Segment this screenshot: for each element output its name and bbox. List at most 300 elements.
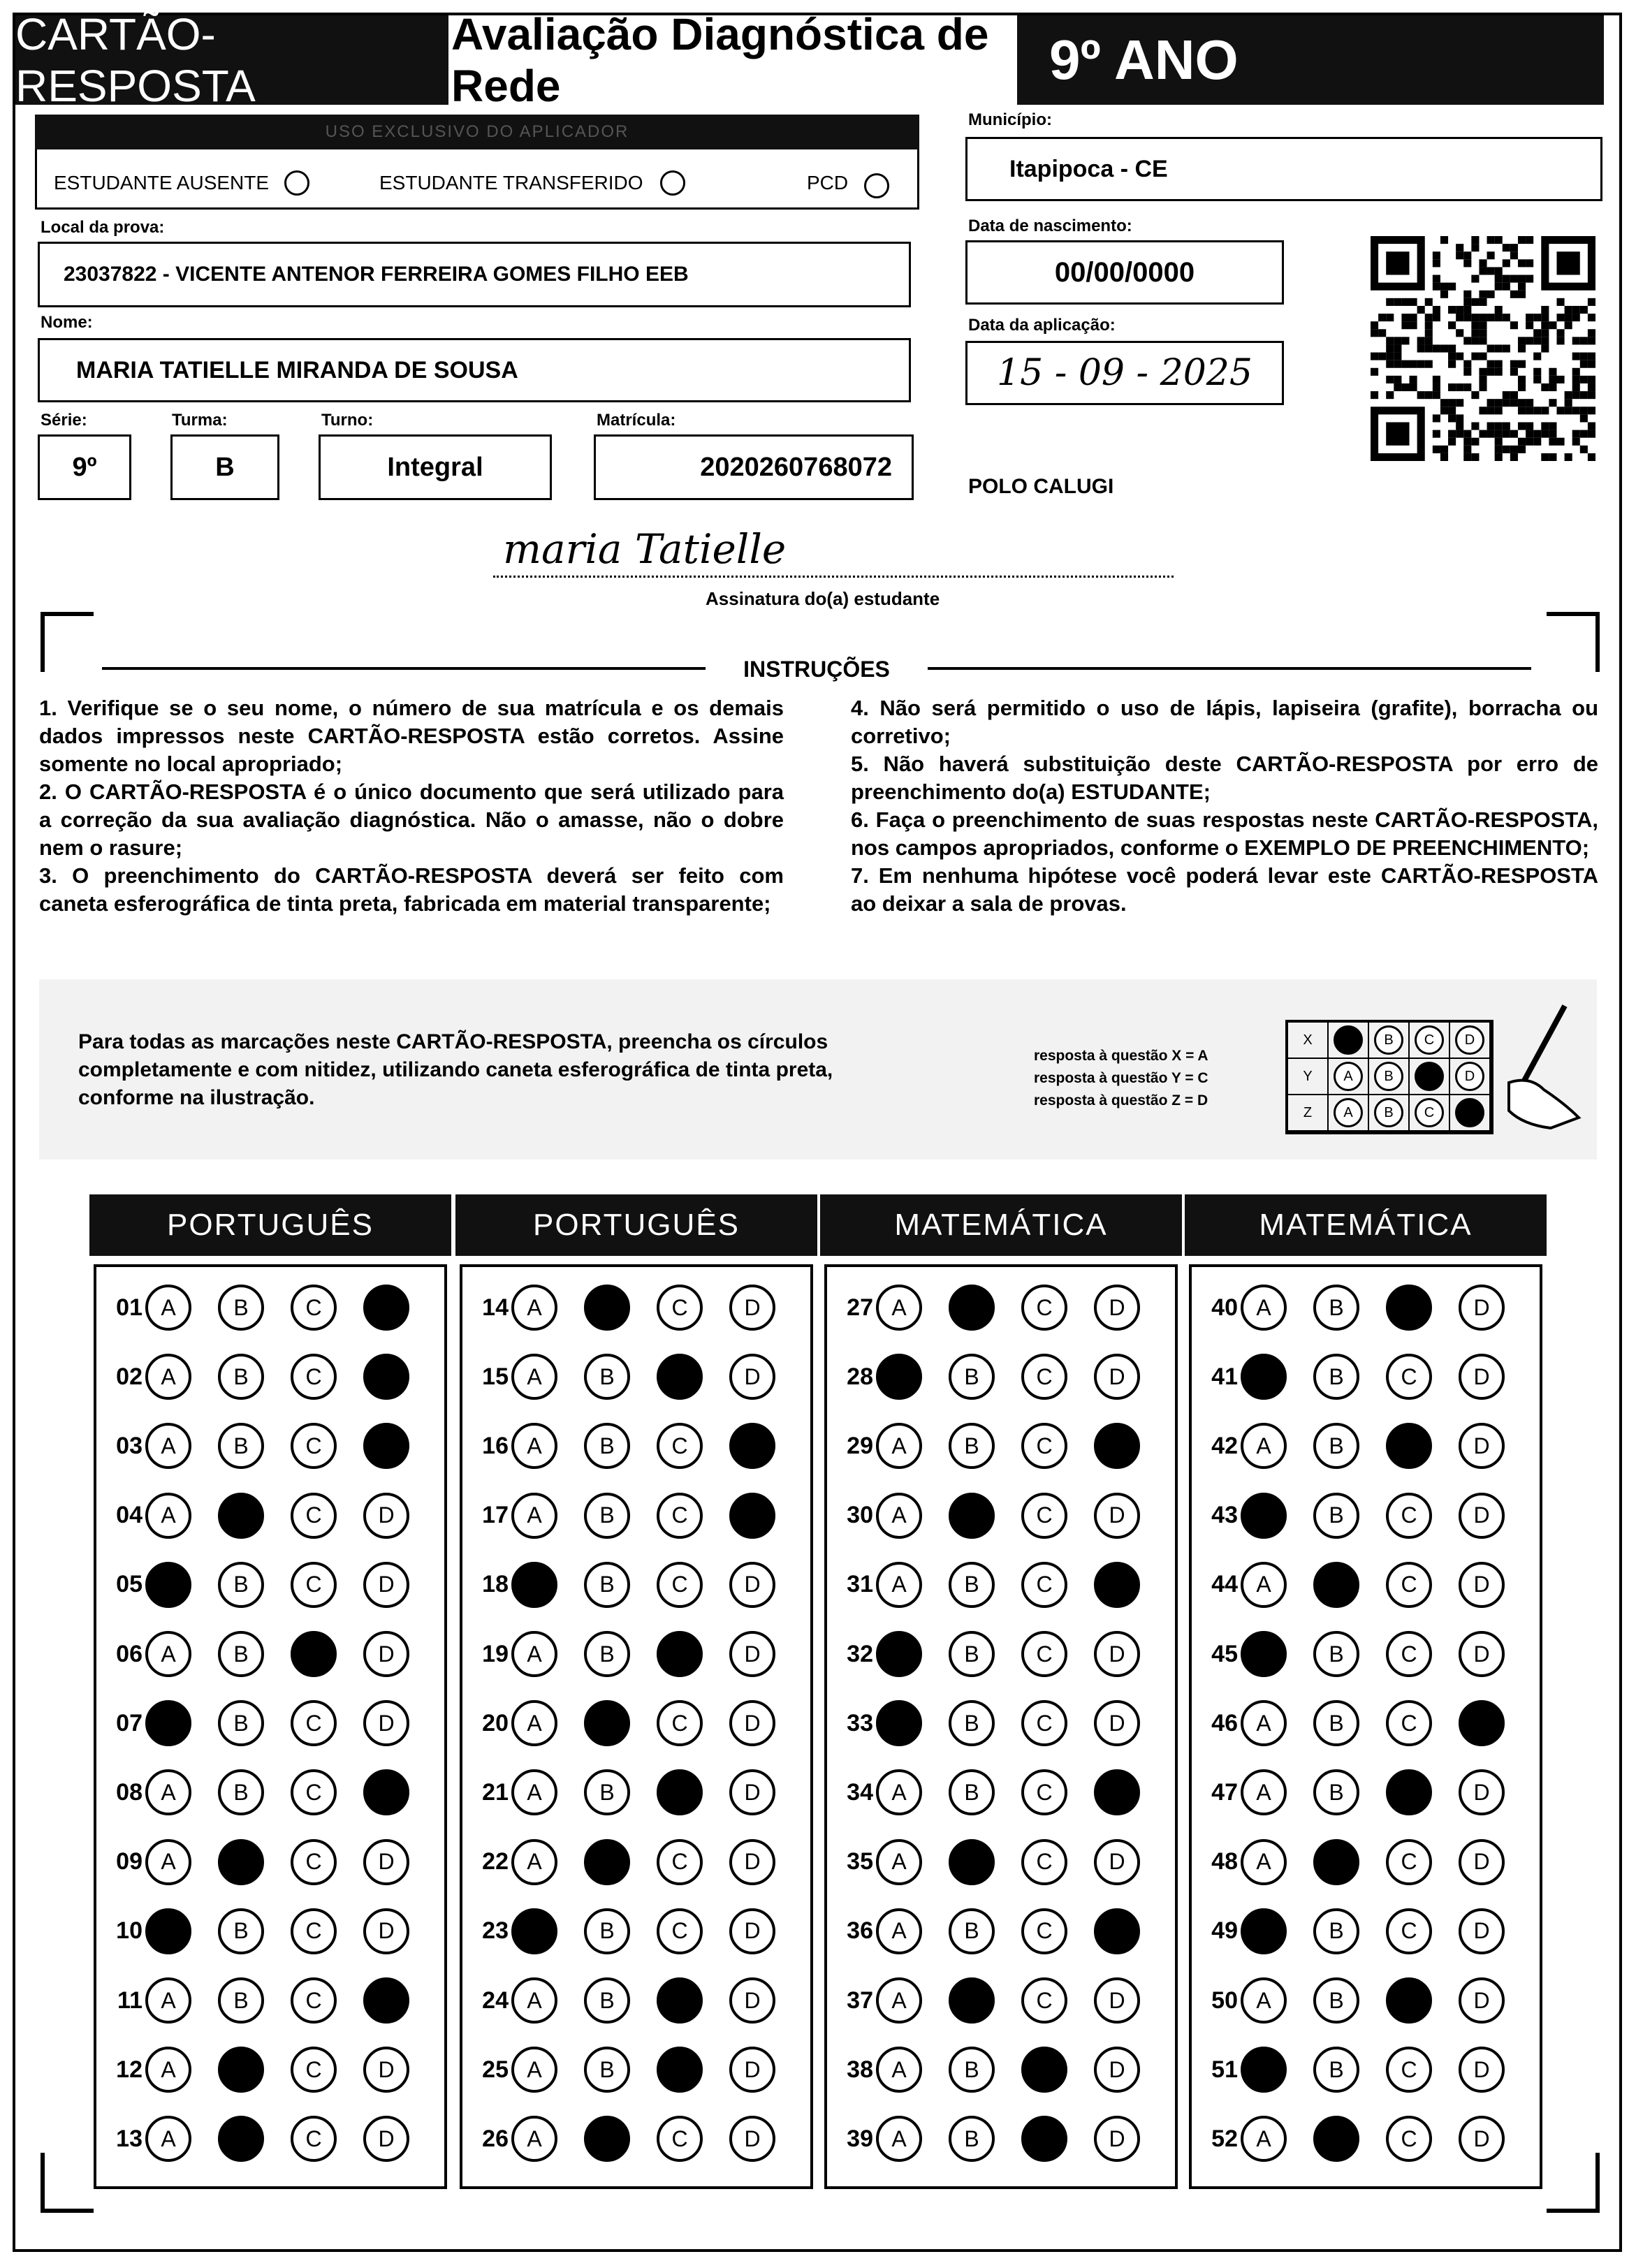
answer-bubble-d[interactable]: D <box>1094 1285 1140 1331</box>
answer-bubble-c[interactable]: C <box>291 1493 337 1539</box>
answer-bubble-a[interactable] <box>1241 1908 1287 1954</box>
answer-bubble-b[interactable] <box>1313 2116 1359 2162</box>
answer-bubble-d[interactable]: D <box>363 1562 409 1608</box>
answer-bubble-d[interactable]: D <box>1094 1354 1140 1400</box>
question-number: 07 <box>116 1709 143 1736</box>
answer-bubble-c[interactable]: C <box>1386 1700 1432 1746</box>
answer-bubble-c[interactable]: C <box>1386 1493 1432 1539</box>
answer-bubble-c[interactable]: C <box>657 1423 703 1469</box>
answer-bubble-d[interactable]: D <box>1459 1839 1505 1885</box>
transferred-label: ESTUDANTE TRANSFERIDO <box>379 172 643 193</box>
answer-bubble-b[interactable]: B <box>949 2116 995 2162</box>
question-number: 09 <box>116 1848 143 1875</box>
answer-bubble-b[interactable] <box>584 1700 630 1746</box>
legend-y: resposta à questão Y = C <box>1034 1070 1208 1086</box>
pcd-label: PCD <box>807 172 849 193</box>
answer-bubble-c[interactable]: C <box>657 1493 703 1539</box>
answer-bubble-c[interactable]: C <box>291 1700 337 1746</box>
legend-x: resposta à questão X = A <box>1034 1048 1208 1064</box>
answer-bubble-b[interactable]: B <box>584 1631 630 1677</box>
answer-bubble-d[interactable]: D <box>1459 1285 1505 1331</box>
answer-bubble-d[interactable]: D <box>1459 1977 1505 2024</box>
answer-bubble-a[interactable] <box>876 1354 922 1400</box>
answer-bubble-a[interactable] <box>511 1562 557 1608</box>
question-row <box>833 2111 1167 2167</box>
answer-bubble-b[interactable]: B <box>1313 1354 1359 1400</box>
answer-bubble-c[interactable] <box>291 1631 337 1677</box>
answer-bubble-d[interactable]: D <box>363 1700 409 1746</box>
example-bubble: B <box>1374 1098 1403 1127</box>
answer-bubble-a[interactable]: A <box>1241 1977 1287 2024</box>
question-number: 28 <box>847 1363 873 1390</box>
answer-bubble-b[interactable]: B <box>1313 1631 1359 1677</box>
answer-bubble-a[interactable]: A <box>511 2116 557 2162</box>
answer-bubble-b[interactable] <box>218 2116 264 2162</box>
example-cell <box>1369 1023 1410 1059</box>
answer-bubble-b[interactable] <box>1313 1562 1359 1608</box>
answer-bubble-b[interactable] <box>218 1493 264 1539</box>
answer-bubble-d[interactable]: D <box>1459 1354 1505 1400</box>
answer-bubble-d[interactable]: D <box>1094 1700 1140 1746</box>
answer-bubble-d[interactable]: D <box>1094 1631 1140 1677</box>
answer-bubble-a[interactable]: A <box>511 1839 557 1885</box>
question-row <box>102 1695 436 1751</box>
answer-bubble-c[interactable]: C <box>1386 1562 1432 1608</box>
answer-bubble-c[interactable]: C <box>291 1423 337 1469</box>
instruction-2: 2. O CARTÃO-RESPOSTA é o único documento que será utilizado para a correção da sua avaliação diagnóstica. Não o amasse, não o dobre nem o rasure; <box>39 780 784 860</box>
answer-bubble-b[interactable]: B <box>949 1354 995 1400</box>
answer-bubble-c[interactable] <box>657 1769 703 1815</box>
answer-bubble-b[interactable]: B <box>584 1423 630 1469</box>
question-number: 10 <box>116 1917 143 1945</box>
municipio-field <box>965 137 1602 201</box>
question-row <box>1197 1418 1531 1474</box>
question-row <box>468 1626 802 1682</box>
answer-bubble-d[interactable]: D <box>1459 1769 1505 1815</box>
question-row <box>468 1695 802 1751</box>
answer-bubble-c[interactable]: C <box>291 1908 337 1954</box>
answer-bubble-c[interactable] <box>1021 2047 1067 2093</box>
answer-bubble-b[interactable]: B <box>1313 1493 1359 1539</box>
answer-bubble-b[interactable]: B <box>584 1977 630 2024</box>
aplicacao-value: 15 - 09 - 2025 <box>997 352 1252 394</box>
answer-bubble-b[interactable] <box>584 1839 630 1885</box>
question-number: 27 <box>847 1294 873 1321</box>
matricula-label: Matrícula: <box>597 411 676 430</box>
question-number: 31 <box>847 1571 873 1598</box>
answer-bubble-c[interactable]: C <box>1021 1493 1067 1539</box>
turno-field <box>319 434 552 500</box>
legend-z: resposta à questão Z = D <box>1034 1092 1208 1109</box>
question-row <box>1197 1349 1531 1405</box>
answer-bubble-c[interactable]: C <box>291 1562 337 1608</box>
nascimento-label: Data de nascimento: <box>968 217 1132 235</box>
answer-bubble-a[interactable] <box>145 1562 191 1608</box>
question-row <box>102 1834 436 1890</box>
answer-bubble-a[interactable]: A <box>145 2047 191 2093</box>
answer-bubble-b[interactable]: B <box>584 1908 630 1954</box>
question-row <box>833 1834 1167 1890</box>
answer-bubble-d[interactable]: D <box>1459 2116 1505 2162</box>
turno-label: Turno: <box>321 411 374 430</box>
instructions-title: INSTRUÇÕES <box>743 657 890 682</box>
answer-bubble-b[interactable]: B <box>949 1631 995 1677</box>
question-row <box>102 1764 436 1820</box>
answer-bubble-d[interactable]: D <box>363 1631 409 1677</box>
answer-bubble-d[interactable]: D <box>363 2047 409 2093</box>
answer-bubble-b[interactable]: B <box>949 1562 995 1608</box>
question-row <box>833 1973 1167 2028</box>
aplicacao-label: Data da aplicação: <box>968 316 1116 335</box>
question-number: 22 <box>482 1848 509 1875</box>
question-row <box>1197 1834 1531 1890</box>
answer-bubble-b[interactable]: B <box>1313 1908 1359 1954</box>
example-bubble: D <box>1455 1062 1484 1091</box>
answer-bubble-c[interactable] <box>657 1631 703 1677</box>
answer-bubble-c[interactable]: C <box>1386 1631 1432 1677</box>
answer-bubble-c[interactable]: C <box>1386 2116 1432 2162</box>
instruction-4: 4. Não será permitido o uso de lápis, lapiseira (grafite), borracha ou corretivo; <box>851 696 1598 748</box>
answer-bubble-d[interactable] <box>1094 1423 1140 1469</box>
question-row <box>468 2042 802 2098</box>
answer-bubble-a[interactable]: A <box>1241 2116 1287 2162</box>
answer-bubble-c[interactable]: C <box>291 1354 337 1400</box>
answer-bubble-d[interactable]: D <box>1094 2047 1140 2093</box>
answer-bubble-d[interactable]: D <box>729 1769 775 1815</box>
example-cell <box>1410 1095 1450 1132</box>
answer-bubble-a[interactable]: A <box>876 1977 922 2024</box>
turma-field <box>170 434 279 500</box>
answer-bubble-d[interactable] <box>1094 1562 1140 1608</box>
absent-label: ESTUDANTE AUSENTE <box>54 172 270 193</box>
answer-bubble-d[interactable]: D <box>1459 1908 1505 1954</box>
answer-bubble-b[interactable]: B <box>949 1908 995 1954</box>
answer-bubble-c[interactable]: C <box>657 1839 703 1885</box>
answer-bubble-c[interactable]: C <box>1386 2047 1432 2093</box>
question-row <box>833 1626 1167 1682</box>
answer-bubble-a[interactable] <box>1241 1631 1287 1677</box>
answer-bubble-c[interactable]: C <box>657 1908 703 1954</box>
answer-bubble-b[interactable]: B <box>584 2047 630 2093</box>
pcd-checkbox[interactable] <box>864 173 889 198</box>
answer-bubble-c[interactable] <box>1386 1769 1432 1815</box>
answer-bubble-c[interactable]: C <box>1021 1354 1067 1400</box>
answer-bubble-a[interactable]: A <box>145 1839 191 1885</box>
question-number: 02 <box>116 1363 143 1390</box>
answer-bubble-b[interactable]: B <box>949 1769 995 1815</box>
answer-bubble-d[interactable]: D <box>363 1908 409 1954</box>
answer-bubble-d[interactable]: D <box>1094 1839 1140 1885</box>
answer-bubble-d[interactable]: D <box>1459 1631 1505 1677</box>
answer-bubble-d[interactable] <box>363 1354 409 1400</box>
transferred-checkbox[interactable] <box>660 170 685 196</box>
answer-bubble-a[interactable] <box>1241 1493 1287 1539</box>
answer-bubble-a[interactable]: A <box>876 1423 922 1469</box>
matricula-field <box>594 434 914 500</box>
answer-bubble-a[interactable] <box>876 1631 922 1677</box>
answer-bubble-d[interactable] <box>1094 1908 1140 1954</box>
answer-bubble-b[interactable]: B <box>949 1423 995 1469</box>
answer-bubble-a[interactable] <box>145 1908 191 1954</box>
answer-bubble-a[interactable]: A <box>511 1700 557 1746</box>
answer-bubble-c[interactable] <box>657 2047 703 2093</box>
answer-bubble-d[interactable]: D <box>729 2116 775 2162</box>
answer-bubble-d[interactable]: D <box>729 1354 775 1400</box>
answer-bubble-a[interactable]: A <box>511 1493 557 1539</box>
question-row <box>468 1764 802 1820</box>
example-bubble: B <box>1374 1025 1403 1055</box>
answer-bubble-c[interactable]: C <box>291 1769 337 1815</box>
answer-bubble-b[interactable]: B <box>1313 2047 1359 2093</box>
example-cell <box>1369 1095 1410 1132</box>
answer-bubble-d[interactable] <box>363 1285 409 1331</box>
answer-bubble-d[interactable] <box>363 1769 409 1815</box>
answer-bubble-c[interactable]: C <box>291 1977 337 2024</box>
local-field <box>38 242 911 307</box>
answer-bubble-b[interactable] <box>584 2116 630 2162</box>
answer-bubble-b[interactable]: B <box>218 1562 264 1608</box>
nascimento-value: 00/00/0000 <box>1054 256 1195 288</box>
answer-bubble-c[interactable]: C <box>1021 1839 1067 1885</box>
answer-bubble-a[interactable]: A <box>876 1839 922 1885</box>
question-number: 23 <box>482 1917 509 1945</box>
answer-bubble-b[interactable]: B <box>584 1354 630 1400</box>
answer-bubble-c[interactable]: C <box>1021 1562 1067 1608</box>
answer-bubble-a[interactable]: A <box>511 1285 557 1331</box>
answer-bubble-b[interactable]: B <box>218 1285 264 1331</box>
answer-bubble-c[interactable]: C <box>1386 1354 1432 1400</box>
answer-bubble-b[interactable]: B <box>1313 1977 1359 2024</box>
question-number: 49 <box>1211 1917 1238 1945</box>
answer-bubble-c[interactable]: C <box>657 1285 703 1331</box>
question-number: 29 <box>847 1432 873 1459</box>
instructions-rule-right <box>928 667 1531 670</box>
answer-bubble-b[interactable] <box>218 1839 264 1885</box>
answer-bubble-d[interactable] <box>1094 1769 1140 1815</box>
answer-bubble-a[interactable]: A <box>876 1285 922 1331</box>
answer-bubble-c[interactable]: C <box>1021 1285 1067 1331</box>
answer-bubble-a[interactable]: A <box>511 1354 557 1400</box>
answer-bubble-d[interactable] <box>363 1977 409 2024</box>
answer-bubble-a[interactable]: A <box>876 1562 922 1608</box>
question-row <box>102 2042 436 2098</box>
answer-bubble-c[interactable]: C <box>1021 1700 1067 1746</box>
answer-bubble-b[interactable] <box>949 1285 995 1331</box>
answer-bubble-b[interactable]: B <box>1313 1769 1359 1815</box>
answer-bubble-d[interactable]: D <box>729 1839 775 1885</box>
answer-bubble-a[interactable]: A <box>1241 1562 1287 1608</box>
question-row <box>833 1695 1167 1751</box>
answer-bubble-c[interactable]: C <box>291 1285 337 1331</box>
answer-bubble-d[interactable]: D <box>363 1493 409 1539</box>
question-row <box>833 2042 1167 2098</box>
answer-bubble-d[interactable]: D <box>363 1839 409 1885</box>
answer-bubble-b[interactable]: B <box>218 1700 264 1746</box>
answer-bubble-d[interactable]: D <box>363 2116 409 2162</box>
answer-bubble-a[interactable] <box>876 1700 922 1746</box>
answer-bubble-c[interactable]: C <box>291 1839 337 1885</box>
answer-bubble-b[interactable]: B <box>1313 1700 1359 1746</box>
answer-bubble-b[interactable]: B <box>1313 1423 1359 1469</box>
answer-bubble-a[interactable] <box>145 1700 191 1746</box>
answer-bubble-c[interactable] <box>1386 1285 1432 1331</box>
answer-bubble-a[interactable]: A <box>145 1631 191 1677</box>
answer-bubble-b[interactable]: B <box>584 1769 630 1815</box>
instruction-5: 5. Não haverá substituição deste CARTÃO-RESPOSTA por erro de preenchimento do(a) ESTUDANTE; <box>851 752 1598 804</box>
answer-bubble-d[interactable]: D <box>729 1700 775 1746</box>
answer-bubble-d[interactable]: D <box>1094 2116 1140 2162</box>
question-number: 38 <box>847 2056 873 2083</box>
answer-bubble-c[interactable]: C <box>1021 1769 1067 1815</box>
example-cell <box>1410 1059 1450 1095</box>
answer-bubble-c[interactable]: C <box>1386 1839 1432 1885</box>
answer-bubble-b[interactable]: B <box>218 1631 264 1677</box>
answer-bubble-b[interactable]: B <box>218 1354 264 1400</box>
instruction-3: 3. O preenchimento do CARTÃO-RESPOSTA deverá ser feito com caneta esferográfica de tinta preta, fabricada em material transparente; <box>39 863 784 916</box>
answer-bubble-a[interactable]: A <box>511 1769 557 1815</box>
answer-bubble-c[interactable]: C <box>1386 1908 1432 1954</box>
answer-bubble-b[interactable]: B <box>949 2047 995 2093</box>
question-number: 34 <box>847 1778 873 1806</box>
absent-checkbox[interactable] <box>284 170 309 196</box>
answer-bubble-a[interactable] <box>1241 1354 1287 1400</box>
answer-bubble-b[interactable] <box>949 1977 995 2024</box>
answer-bubble-d[interactable]: D <box>729 2047 775 2093</box>
answer-bubble-d[interactable]: D <box>1094 1977 1140 2024</box>
signature-line <box>493 576 1174 578</box>
answer-bubble-c[interactable]: C <box>657 1700 703 1746</box>
answer-bubble-a[interactable]: A <box>876 2116 922 2162</box>
answer-bubble-b[interactable] <box>949 1493 995 1539</box>
answer-bubble-c[interactable]: C <box>1021 1631 1067 1677</box>
answer-bubble-d[interactable]: D <box>1094 1493 1140 1539</box>
answer-bubble-a[interactable]: A <box>145 1354 191 1400</box>
question-row <box>1197 2042 1531 2098</box>
answer-bubble-c[interactable]: C <box>657 2116 703 2162</box>
question-row <box>833 1280 1167 1336</box>
answer-bubble-b[interactable] <box>949 1839 995 1885</box>
answer-bubble-d[interactable] <box>729 1423 775 1469</box>
answer-bubble-a[interactable]: A <box>145 1977 191 2024</box>
answer-bubble-a[interactable]: A <box>511 1423 557 1469</box>
answer-bubble-a[interactable] <box>511 1908 557 1954</box>
question-number: 15 <box>482 1363 509 1390</box>
qr-code <box>1371 236 1595 461</box>
answer-bubble-a[interactable]: A <box>511 2047 557 2093</box>
answer-bubble-c[interactable] <box>1386 1423 1432 1469</box>
answer-bubble-b[interactable]: B <box>218 1769 264 1815</box>
answer-bubble-d[interactable] <box>363 1423 409 1469</box>
answer-bubble-c[interactable] <box>1386 1977 1432 2024</box>
answer-bubble-d[interactable] <box>1459 1700 1505 1746</box>
answer-bubble-d[interactable] <box>729 1493 775 1539</box>
answer-bubble-b[interactable]: B <box>218 1977 264 2024</box>
answer-bubble-b[interactable]: B <box>218 1908 264 1954</box>
answer-bubble-c[interactable]: C <box>291 2047 337 2093</box>
answer-bubble-d[interactable]: D <box>1459 1423 1505 1469</box>
question-row <box>468 1903 802 1959</box>
answer-bubble-b[interactable] <box>584 1285 630 1331</box>
question-row <box>468 1488 802 1544</box>
answer-bubble-a[interactable]: A <box>145 1769 191 1815</box>
answer-bubble-d[interactable]: D <box>729 1908 775 1954</box>
answer-bubble-c[interactable]: C <box>1021 1423 1067 1469</box>
answer-bubble-a[interactable]: A <box>876 1769 922 1815</box>
answer-bubble-b[interactable] <box>1313 1839 1359 1885</box>
answer-bubble-d[interactable]: D <box>729 1562 775 1608</box>
question-row <box>102 1418 436 1474</box>
answer-bubble-a[interactable]: A <box>145 2116 191 2162</box>
answer-bubble-c[interactable]: C <box>291 2116 337 2162</box>
question-row <box>833 1903 1167 1959</box>
question-row <box>102 1626 436 1682</box>
applicator-title: USO EXCLUSIVO DO APLICADOR <box>35 115 919 149</box>
answer-column <box>1189 1264 1542 2189</box>
answer-bubble-c[interactable] <box>1021 2116 1067 2162</box>
answer-bubble-d[interactable]: D <box>1459 1562 1505 1608</box>
question-number: 42 <box>1211 1432 1238 1459</box>
answer-bubble-a[interactable]: A <box>876 1908 922 1954</box>
question-row <box>1197 1903 1531 1959</box>
answer-bubble-b[interactable]: B <box>584 1493 630 1539</box>
example-bubble <box>1455 1098 1484 1127</box>
answer-bubble-b[interactable]: B <box>1313 1285 1359 1331</box>
answer-bubble-d[interactable]: D <box>729 1977 775 2024</box>
answer-bubble-b[interactable]: B <box>218 1423 264 1469</box>
answer-bubble-a[interactable]: A <box>1241 1423 1287 1469</box>
answer-bubble-d[interactable]: D <box>729 1285 775 1331</box>
answer-bubble-b[interactable] <box>218 2047 264 2093</box>
answer-bubble-d[interactable]: D <box>1459 1493 1505 1539</box>
question-row <box>1197 1695 1531 1751</box>
question-number: 39 <box>847 2125 873 2152</box>
question-number: 20 <box>482 1709 509 1736</box>
answer-bubble-b[interactable]: B <box>949 1700 995 1746</box>
hand-pen-icon <box>1481 999 1593 1132</box>
answer-bubble-a[interactable]: A <box>876 1493 922 1539</box>
answer-bubble-c[interactable]: C <box>657 1562 703 1608</box>
signature-caption: Assinatura do(a) estudante <box>706 588 940 609</box>
answer-bubble-a[interactable]: A <box>511 1977 557 2024</box>
answer-bubble-a[interactable]: A <box>145 1423 191 1469</box>
answer-bubble-a[interactable]: A <box>1241 1700 1287 1746</box>
question-row <box>468 1557 802 1613</box>
question-row <box>468 1349 802 1405</box>
answer-bubble-a[interactable]: A <box>876 2047 922 2093</box>
example-cell <box>1369 1059 1410 1095</box>
answer-bubble-d[interactable]: D <box>729 1631 775 1677</box>
question-number: 50 <box>1211 1987 1238 2014</box>
answer-bubble-a[interactable] <box>1241 2047 1287 2093</box>
answer-bubble-c[interactable]: C <box>1021 1908 1067 1954</box>
answer-bubble-a[interactable]: A <box>145 1285 191 1331</box>
answer-bubble-a[interactable]: A <box>145 1493 191 1539</box>
answer-bubble-a[interactable]: A <box>511 1631 557 1677</box>
question-number: 05 <box>116 1571 143 1598</box>
question-row <box>1197 1488 1531 1544</box>
answer-bubble-c[interactable]: C <box>1021 1977 1067 2024</box>
example-bubble: C <box>1415 1025 1444 1055</box>
answer-bubble-c[interactable] <box>657 1354 703 1400</box>
answer-bubble-b[interactable]: B <box>584 1562 630 1608</box>
answer-bubble-a[interactable]: A <box>1241 1839 1287 1885</box>
municipio-label: Município: <box>968 110 1052 129</box>
answer-bubble-a[interactable]: A <box>1241 1285 1287 1331</box>
example-row-label: Z <box>1288 1095 1329 1132</box>
answer-bubble-c[interactable] <box>657 1977 703 2024</box>
answer-bubble-a[interactable]: A <box>1241 1769 1287 1815</box>
answer-bubble-d[interactable]: D <box>1459 2047 1505 2093</box>
